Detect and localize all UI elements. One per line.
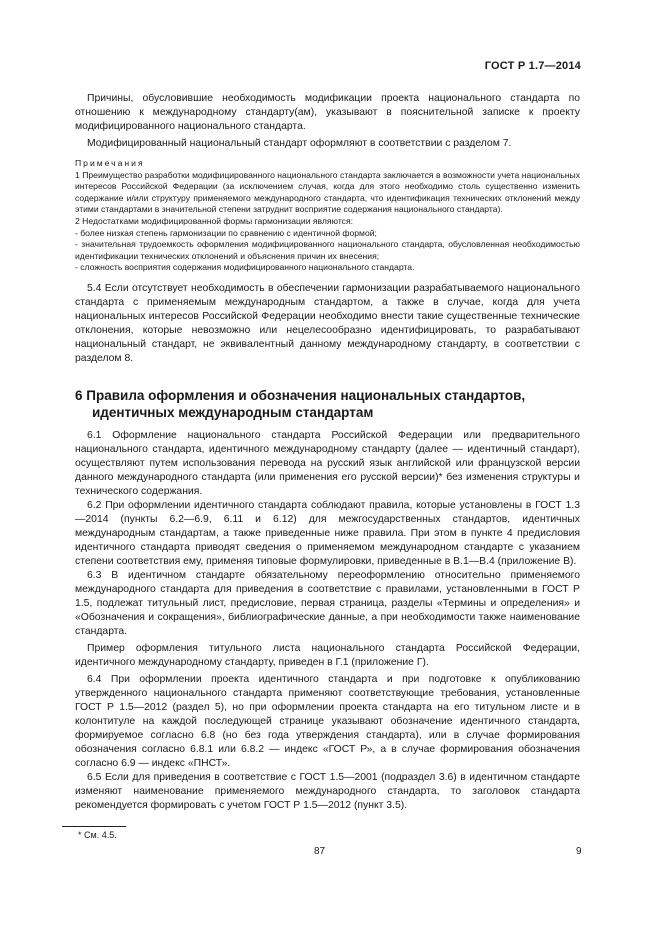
section-6-title-line2: идентичных международным стандартам <box>92 404 374 420</box>
notes-block <box>75 158 580 274</box>
section-6-heading <box>75 387 580 421</box>
paragraph-modification-reasons: Причины, обусловившие необходимость модификации проекта национального стандарта по отношению к международному стандарту(ам), указывают в пояснительной записке к проекту модифицированного национального стандарта. <box>75 93 580 132</box>
footnote-divider <box>62 826 126 827</box>
clause-5-4: 5.4 Если отсутствует необходимость в обеспечении гармонизации разрабатываемого национального стандарта с применяемым международным стандартом, а также в случае, когда для учета национальных интересов Российской Федерации необходимо внести такие существенные технические отклонения, которые невозможно или нецелесообразно идентифицировать, то разрабатывают национальный стандарт, не эквивалентный данному международному стандарту, в соответствии с разделом 8. <box>75 282 580 364</box>
section-6-title-line1: 6 Правила оформления и обозначения национальных стандартов, <box>75 387 526 403</box>
clause-6-5: 6.5 Если для приведения в соответствие с ГОСТ 1.5—2001 (подраздел 3.6) в идентичном стандарте изменяют наименование применяемого международного стандарта, то заголовок стандарта рекомендуется формировать с учетом ГОСТ Р 1.5—2012 (пункт 3.5). <box>75 771 580 811</box>
note-line: - более низкая степень гармонизации по сравнению с идентичной формой; <box>75 227 377 238</box>
notes-title: Примечания <box>75 158 145 168</box>
running-header: ГОСТ Р 1.7—2014 <box>484 60 581 72</box>
note-line: 2 Недостатками модифицированной формы гармонизации являются: <box>75 215 354 226</box>
footnote: * См. 4.5. <box>78 830 117 840</box>
page-content <box>75 92 580 813</box>
example-title-page: Пример оформления титульного листа национального стандарта Российской Федерации, идентичного международному стандарту, приведен в Г.1 (приложение Г). <box>75 642 580 668</box>
note-line: - значительная трудоемкость оформления модифицированного национального стандарта, обусловленная необходимостью идентификации технических отклонений и объяснения причин их внесения; <box>75 239 580 261</box>
clause-6-2: 6.2 При оформлении идентичного стандарта соблюдают правила, которые установлены в ГОСТ 1.3—2014 (пункты 6.2—6.9, 6.11 и 6.12) для межгосударственных стандартов, идентичных международным стандартам, а также приведенные ниже правила. При этом в пункте 4 предисловия идентичного стандарта приводят сведения о применяемом международном стандарте с указанием степени соответствия ему, применяя типовые формулировки, приведенные в В.1—В.4 (приложение В). <box>75 499 580 567</box>
page-number: 87 <box>314 846 326 857</box>
note-line: - сложность восприятия содержания модифицированного национального стандарта. <box>75 262 415 273</box>
sheet-number: 9 <box>576 846 582 857</box>
clause-6-1: 6.1 Оформление национального стандарта Российской Федерации или предварительного национального стандарта, идентичного международному стандарту (далее — идентичный стандарт), осуществляют путем использования перевода на русский язык английской или французской версии данного международного стандарта (или применения его русской версии)* без изменения структуры и технического содержания. <box>75 429 580 497</box>
clause-6-4: 6.4 При оформлении проекта идентичного стандарта и при подготовке к опубликованию утвержденного национального стандарта применяют соответствующие требования, установленные ГОСТ Р 1.5—2012 (раздел 5), но при оформлении проекта стандарта на его титульном листе и в колонтитуле на каждой последующей странице указывают обозначение идентичного стандарта, формируемое согласно 6.8 (но без года утверждения стандарта), или в случае формирования обозначения согласно 6.8.1 или 6.8.2 — индекс «ГОСТ Р», а в случае формирования обозначения согласно 6.9 — индекс «ПНСТ». <box>75 673 580 769</box>
paragraph-modified-standard-format: Модифицированный национальный стандарт оформляют в соответствии с разделом 7. <box>87 138 512 149</box>
note-line: 1 Преимущество разработки модифицированного национального стандарта заключается в возможности учета национальных интересов Российской Федерации (за исключением случая, когда для этого необходимо столь существенно изменить содержание и/или структуру применяемого международного стандарта, что идентификация технических отклонений между этими стандартами в значительной степени затруднит восприятие содержания национального стандарта). <box>75 169 580 215</box>
clause-6-3: 6.3 В идентичном стандарте обязательному переоформлению относительно применяемого международного стандарта для приведения в соответствие с правилами, установленными в ГОСТ Р 1.5, подлежат титульный лист, предисловие, первая страница, разделы «Термины и определения» и «Обозначения и сокращения», библиографические данные, а при необходимости также наименование стандарта. <box>75 569 580 637</box>
